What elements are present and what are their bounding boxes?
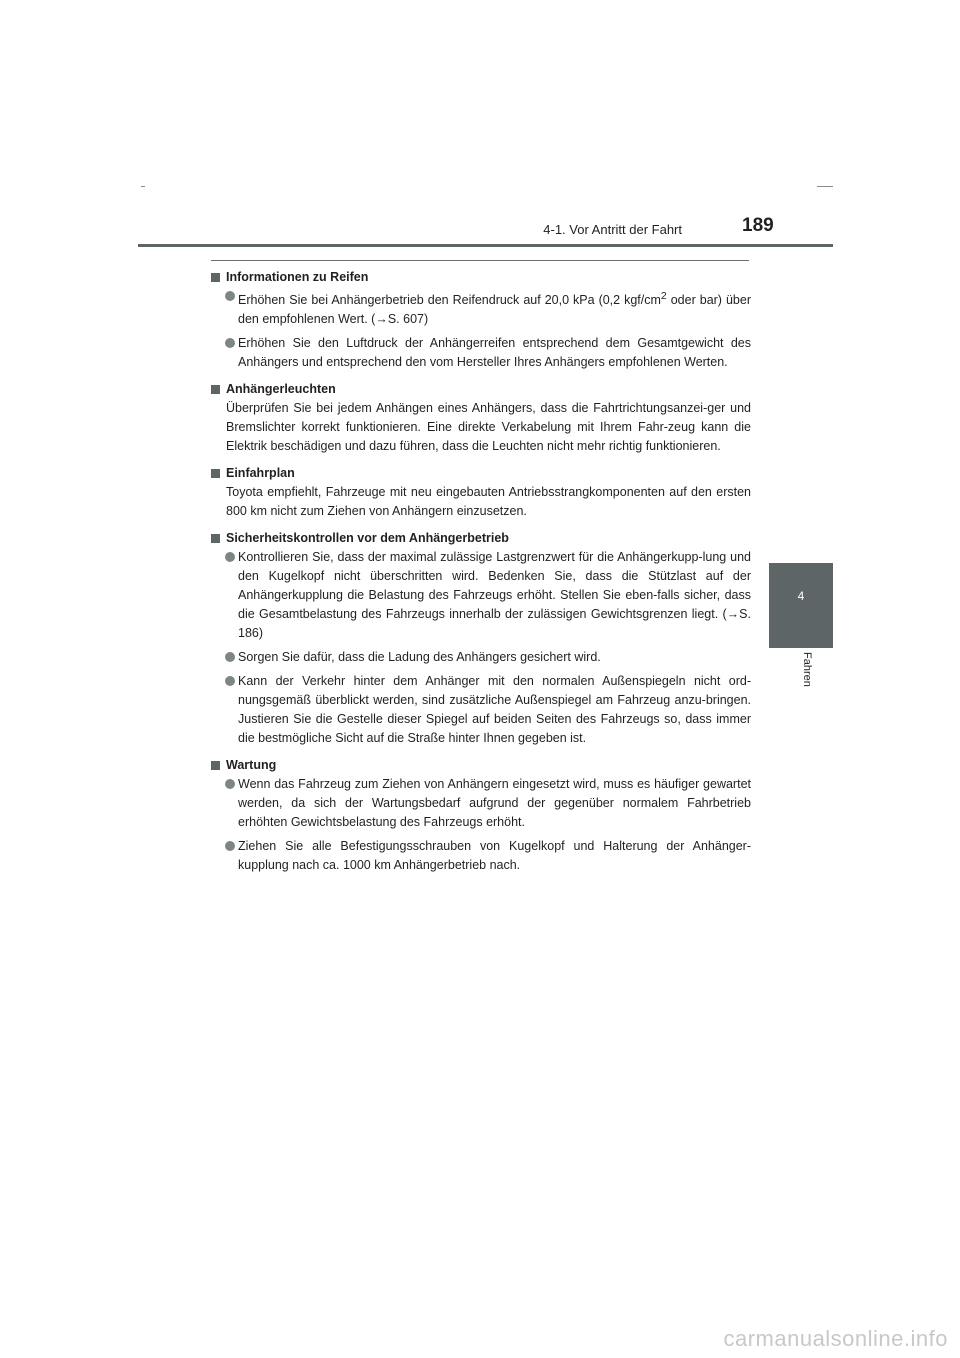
- bullet-item: Erhöhen Sie bei Anhängerbetrieb den Reifendruck auf 20,0 kPa (0,2 kgf/$cm^2$ oder bar) über den empfohlenen Wert. (→S. 607): [211, 287, 751, 329]
- section-einfahrplan: [211, 464, 751, 521]
- section-heading: Anhängerleuchten: [211, 380, 751, 399]
- circle-bullet-icon: [225, 338, 235, 348]
- square-bullet-icon: [211, 761, 220, 770]
- section-heading: Sicherheitskontrollen vor dem Anhängerbetrieb: [211, 529, 751, 548]
- running-header-title: 4-1. Vor Antritt der Fahrt: [543, 222, 682, 237]
- page-number: 189: [742, 215, 774, 236]
- chapter-tab-number: 4: [797, 589, 805, 603]
- circle-bullet-icon: [225, 779, 235, 789]
- square-bullet-icon: [211, 534, 220, 543]
- bullet-item: Sorgen Sie dafür, dass die Ladung des Anhängers gesichert wird.: [211, 648, 751, 667]
- section-heading: Informationen zu Reifen: [211, 268, 751, 287]
- crop-mark-right: [817, 186, 833, 187]
- circle-bullet-icon: [225, 676, 235, 686]
- bullet-item: Ziehen Sie alle Befestigungsschrauben von Kugelkopf und Halterung der Anhänger-kupplung nach ca. 1000 km Anhängerbetrieb nach.: [211, 837, 751, 875]
- page-content: [211, 268, 751, 883]
- section-heading: Wartung: [211, 756, 751, 775]
- square-bullet-icon: [211, 469, 220, 478]
- section-anhaengerleuchten: [211, 380, 751, 456]
- circle-bullet-icon: [225, 552, 235, 562]
- chapter-tab-label: Fahren: [801, 652, 813, 687]
- section-paragraph: Überprüfen Sie bei jedem Anhängen eines Anhängers, dass die Fahrtrichtungsanzei-ger und Bremslichter korrekt funktionieren. Eine direkte Verkabelung mit Ihrem Fahr-zeug kann die Elektrik beschädigen und dazu führen, dass die Leuchten nicht mehr richtig funktionieren.: [226, 401, 751, 454]
- section-sicherheitskontrollen: [211, 529, 751, 748]
- bullet-item: Kontrollieren Sie, dass der maximal zulässige Lastgrenzwert für die Anhängerkupp-lung und den Kugelkopf nicht überschritten wird. Bedenken Sie, dass die Stützlast auf der Anhängerkupplung die Belastung des Fahrzeugs erhöht. Stellen Sie eben-falls sicher, dass die Gesamtbelastung des Fahrzeugs innerhalb der zulässigen Gewichtsgrenzen liegt. (→S. 186): [211, 548, 751, 643]
- bullet-item: Erhöhen Sie den Luftdruck der Anhängerreifen entsprechend dem Gesamtgewicht des Anhängers und entsprechend den vom Hersteller Ihres Anhängers empfohlenen Werten.: [211, 334, 751, 372]
- circle-bullet-icon: [225, 841, 235, 851]
- bullet-item: Wenn das Fahrzeug zum Ziehen von Anhängern eingesetzt wird, muss es häufiger gewartet werden, da sich der Wartungsbedarf aufgrund der gegenüber normalem Fahrbetrieb erhöhten Gewichtsbelastung des Fahrzeugs erhöht.: [211, 775, 751, 832]
- circle-bullet-icon: [225, 291, 235, 301]
- section-rule: [211, 260, 749, 261]
- section-paragraph: Toyota empfiehlt, Fahrzeuge mit neu eingebauten Antriebsstrangkomponenten auf den ersten 800 km nicht zum Ziehen von Anhängern einzusetzen.: [226, 485, 751, 519]
- circle-bullet-icon: [225, 652, 235, 662]
- crop-mark-left: [141, 186, 145, 187]
- header-rule: [138, 244, 833, 247]
- square-bullet-icon: [211, 273, 220, 282]
- section-wartung: [211, 756, 751, 875]
- section-reifen: [211, 268, 751, 372]
- bullet-item: Kann der Verkehr hinter dem Anhänger mit den normalen Außenspiegeln nicht ord-nungsgemäß überblickt werden, sind zusätzliche Außenspiegel am Fahrzeug anzu-bringen. Justieren Sie die Gestelle dieser Spiegel auf beiden Seiten des Fahrzeugs so, dass immer die bestmögliche Sicht auf die Straße hinter Ihnen gegeben ist.: [211, 672, 751, 748]
- chapter-tab: [769, 563, 833, 648]
- section-heading: Einfahrplan: [211, 464, 751, 483]
- square-bullet-icon: [211, 385, 220, 394]
- watermark: carmanualsonline.info: [723, 1326, 948, 1351]
